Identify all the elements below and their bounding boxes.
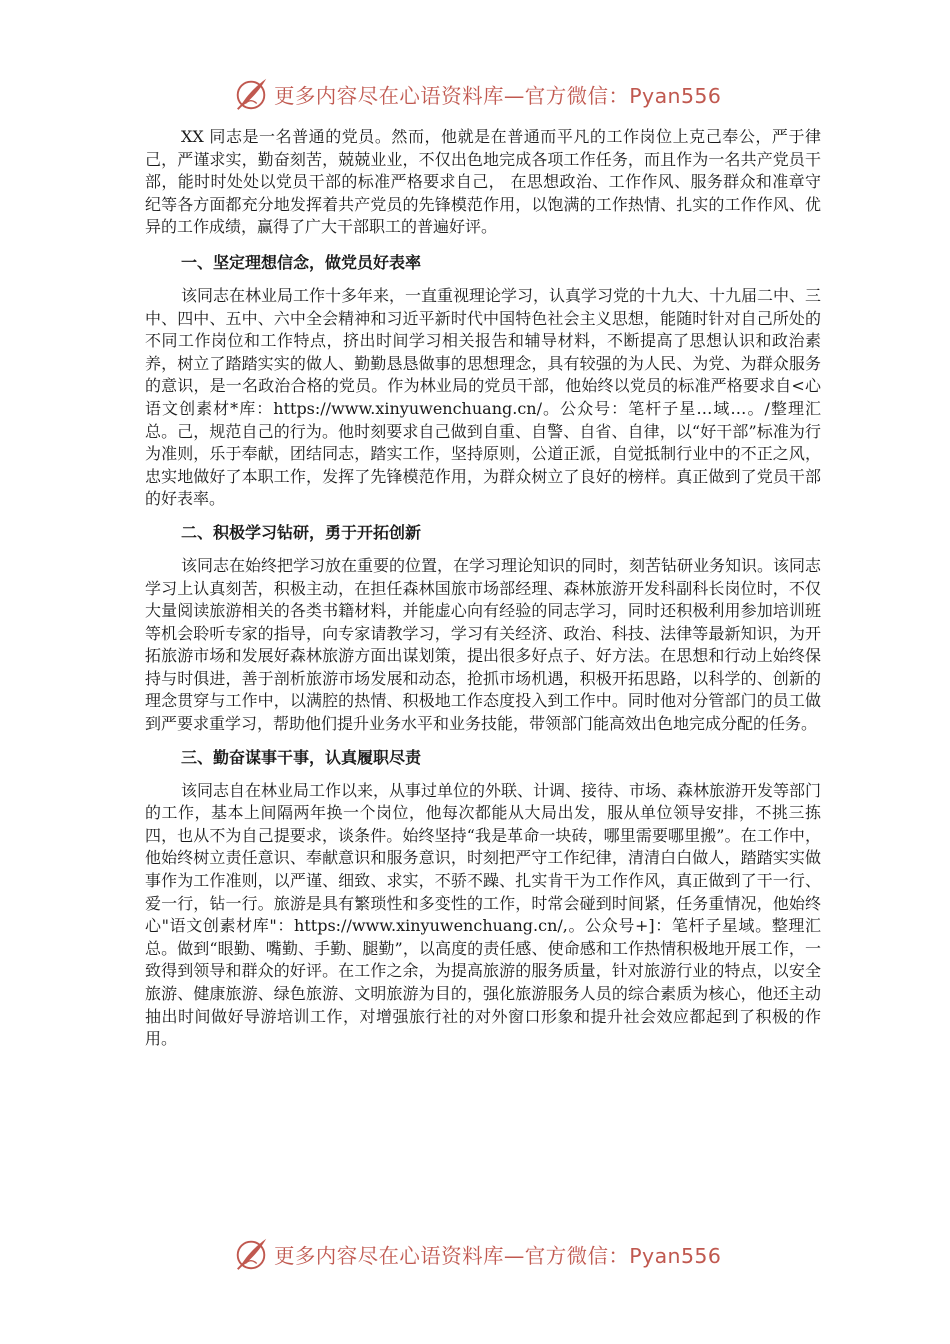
header-banner (232, 74, 721, 114)
quill-logo-icon (232, 1235, 270, 1273)
section-3-body: 该同志自在林业局工作以来，从事过单位的外联、计调、接待、市场、森林旅游开发等部门的工作，基本上间隔两年换一个岗位，他每次都能从大局出发，服从单位领导安排，不挑三拣四，也从不为自己提要求，谈条件。始终坚持“我是革命一块砖，哪里需要哪里搬”。在工作中，他始终树立责任意识、奉献意识和服务意识，时刻把严守工作纪律，清清白白做人，踏踏实实做事作为工作准则，以严谨、细致、求实，不骄不躁、扎实肯干为工作作风，真正做到了干一行、爱一行，钻一行。旅游是具有繁琐性和多变性的工作，时常会碰到时间紧，任务重情况，他始终心"语文创素材库"：https://www.xinyuwenchuang.cn/,。公众号+]：笔杆子星域。整理汇总。做到“眼勤、嘴勤、手勤、腿勤”，以高度的责任感、使命感和工作热情积极地开展工作，一致得到领导和群众的好评。在工作之余，为提高旅游的服务质量，针对旅游行业的特点，以安全旅游、健康旅游、绿色旅游、文明旅游为目的，强化旅游服务人员的综合素质为核心，他还主动抽出时间做好导游培训工作，对增强旅行社的对外窗口形象和提升社会效应都起到了积极的作用。 (145, 780, 822, 1049)
quill-logo-icon (232, 75, 270, 113)
article-body (145, 126, 821, 1051)
section-2-body: 该同志在始终把学习放在重要的位置，在学习理论知识的同时，刻苦钻研业务知识。该同志学习上认真刻苦，积极主动，在担任森林国旅市场部经理、森林旅游开发科副科长岗位时，不仅大量阅读旅游相关的各类书籍材料，并能虚心向有经验的同志学习，同时还积极利用参加培训班等机会聆听专家的指导，向专家请教学习，学习有关经济、政治、科技、法律等最新知识，为开拓旅游市场和发展好森林旅游方面出谋划策，提出很多好点子、好方法。在思想和行动上始终保持与时俱进，善于剖析旅游市场发展和动态，抢抓市场机遇，积极开拓思路，以科学的、创新的理念贯穿与工作中，以满腔的热情、积极地工作态度投入到工作中。同时他对分管部门的员工做到严要求重学习，帮助他们提升业务水平和业务技能，带领部门能高效出色地完成分配的任务。 (145, 555, 822, 734)
section-2-heading: 二、积极学习钻研，勇于开拓创新 (181, 522, 422, 542)
section-1-body: 该同志在林业局工作十多年来，一直重视理论学习，认真学习党的十九大、十九届二中、三中、四中、五中、六中全会精神和习近平新时代中国特色社会主义思想，能随时针对自己所处的不同工作岗位和工作特点，挤出时间学习相关报告和辅导材料，不断提高了思想认识和政治素养，树立了踏踏实实的做人、勤勤恳恳做事的思想理念，具有较强的为人民、为党、为群众服务的意识，是一名政治合格的党员。作为林业局的党员干部，他始终以党员的标准严格要求自<心语文创素材*库：https://www.xinyuwenchuang.cn/。公众号：笔杆子星…域…。/整理汇总。己，规范自己的行为。他时刻要求自己做到自重、自警、自省、自律，以“好干部”标准为行为准则，乐于奉献，团结同志，踏实工作，坚持原则，公道正派，自觉抵制行业中的不正之风，忠实地做好了本职工作，发挥了先锋模范作用，为群众树立了良好的榜样。真正做到了党员干部的好表率。 (145, 285, 822, 509)
section-3-heading: 三、勤奋谋事干事，认真履职尽责 (181, 747, 422, 767)
header-banner-text: 更多内容尽在心语资料库—官方微信：Pyan556 (274, 84, 722, 108)
section-1-heading: 一、坚定理想信念，做党员好表率 (181, 252, 422, 272)
intro-paragraph: XX 同志是一名普通的党员。然而，他就是在普通而平凡的工作岗位上克己奉公，严于律己，严谨求实，勤奋刻苦，兢兢业业，不仅出色地完成各项工作任务，而且作为一名共产党员干部，能时时处处以党员干部的标准严格要求自己， 在思想政治、工作作风、服务群众和准章守纪等各方面都充分地发挥着共产党员的先锋模范作用，以饱满的工作热情、扎实的工作作风、优异的工作成绩，赢得了广大干部职工的普遍好评。 (145, 127, 821, 237)
footer-banner (232, 1234, 721, 1274)
footer-banner-text: 更多内容尽在心语资料库—官方微信：Pyan556 (274, 1244, 722, 1268)
